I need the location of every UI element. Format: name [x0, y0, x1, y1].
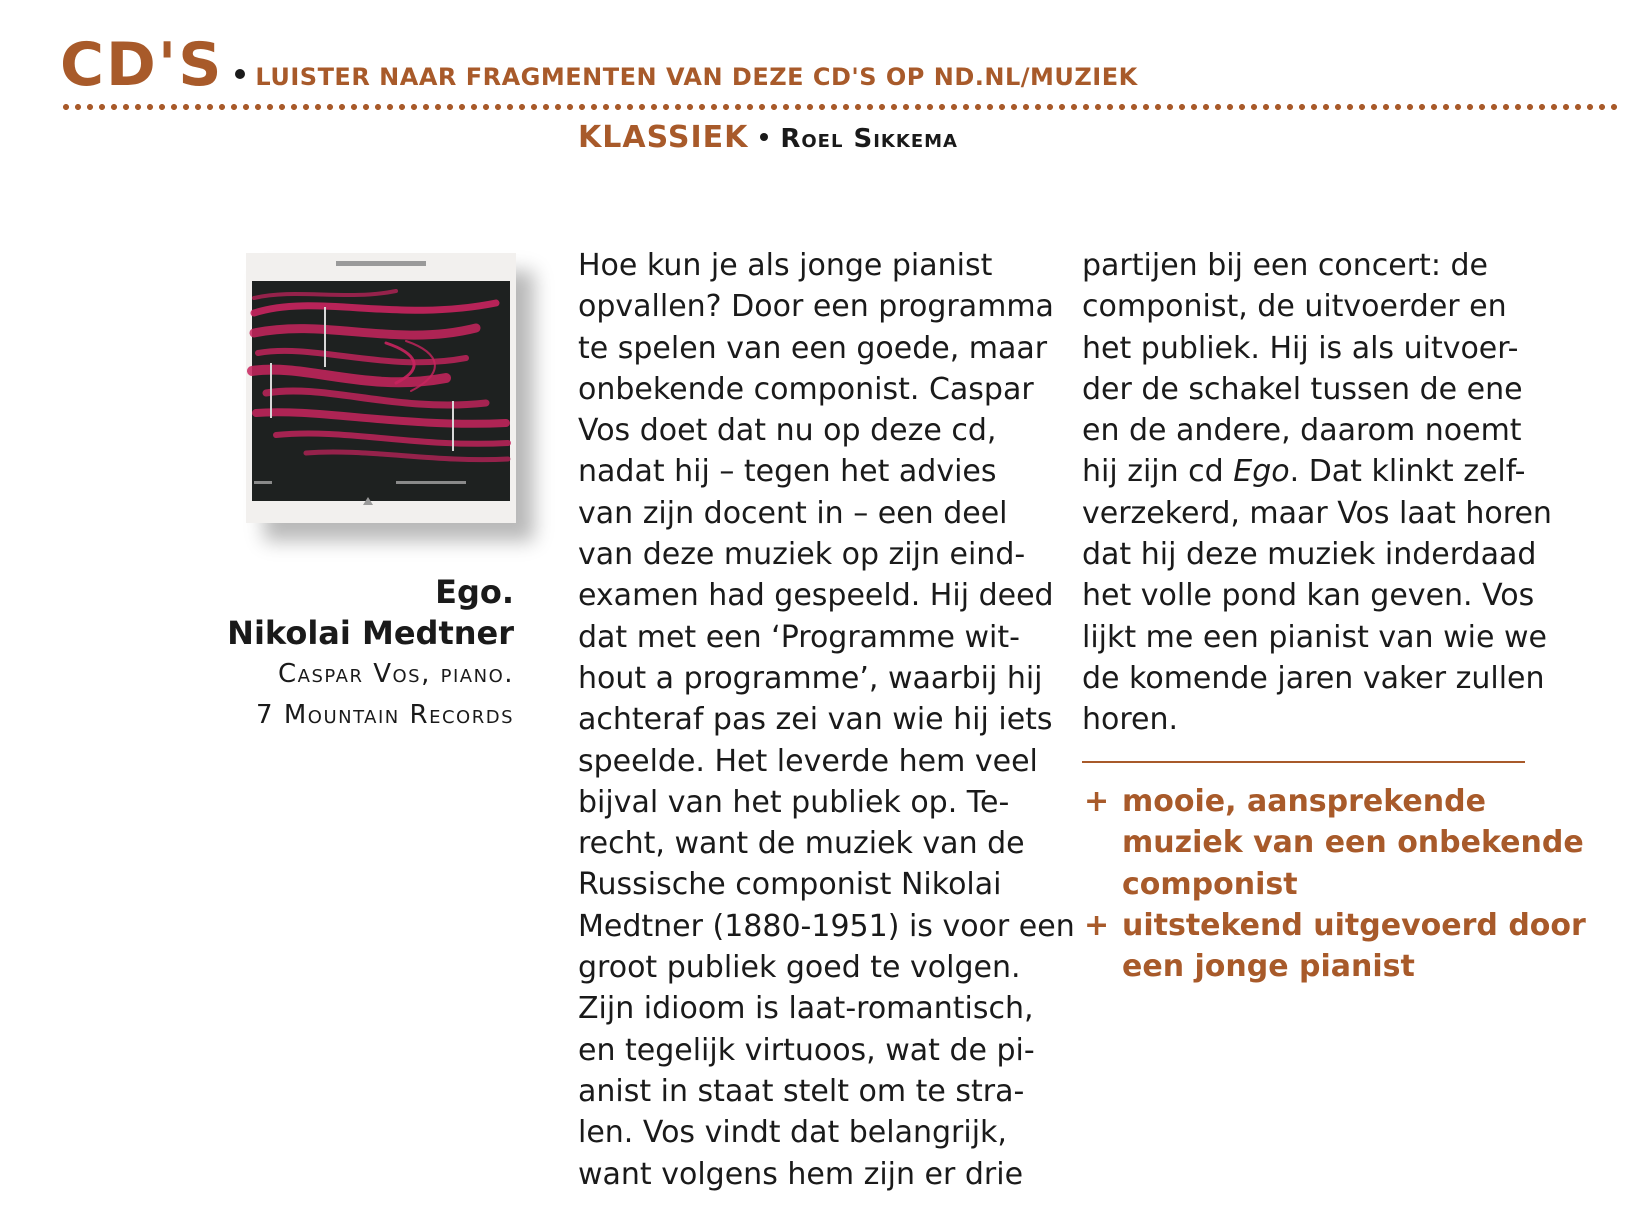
plus-icon: + [1084, 784, 1110, 819]
article-line: Vos doet dat nu op deze cd, [578, 413, 997, 449]
pro-line: muziek van een onbekende [1122, 825, 1584, 861]
article-line: bijval van het publiek op. Te- [578, 784, 1010, 820]
header-tagline: LUISTER NAAR FRAGMENTEN VAN DEZE CD'S OP ND.NL/MUZIEK [255, 63, 1138, 91]
article-line: dat hij deze muziek inderdaad [1082, 537, 1537, 573]
article-line: achteraf pas zei van wie hij iets [578, 702, 1053, 738]
article-line: te spelen van een goede, maar [578, 330, 1048, 366]
pro-line: uitstekend uitgevoerd door [1122, 907, 1586, 943]
article-line: en tegelijk virtuoos, wat de pi- [578, 1032, 1035, 1068]
article-line: horen. [1082, 702, 1179, 738]
article-line: len. Vos vindt dat belangrijk, [578, 1115, 1007, 1151]
article-line: anist in staat stelt om te stra- [578, 1073, 1025, 1109]
dotted-divider [60, 103, 1620, 111]
article-line: Hoe kun je als jonge pianist [578, 248, 993, 283]
pro-text [1122, 905, 1586, 988]
album-cover-art [246, 253, 516, 523]
article-line: verzekerd, maar Vos laat horen [1082, 495, 1552, 531]
article-line: der de schakel tussen de ene [1082, 371, 1523, 407]
article-line: dat met een ‘Programme wit- [578, 619, 1020, 655]
section-label: KLASSIEK [578, 120, 749, 155]
album-performer: Caspar Vos, piano. [278, 659, 514, 689]
article-line: Zijn idioom is laat-romantisch, [578, 991, 1034, 1027]
article-line: het publiek. Hij is als uitvoer- [1082, 330, 1519, 366]
article-line: opvallen? Door een programma [578, 289, 1054, 325]
article-line: Medtner (1880-1951) is voor een [578, 908, 1075, 944]
article-line: hij zijn cd Ego. Dat klinkt zelf- [1082, 454, 1526, 490]
article-column-1 [578, 245, 1075, 1195]
article-line: het volle pond kan geven. Vos [1082, 578, 1535, 614]
article-line: examen had gespeeld. Hij deed [578, 578, 1054, 614]
pro-line: componist [1122, 866, 1298, 902]
article-line: de komende jaren vaker zullen [1082, 660, 1545, 696]
page-header [60, 30, 1138, 100]
pro-item [1082, 905, 1586, 988]
cover-title-mark [336, 261, 426, 266]
article-line: Russische componist Nikolai [578, 867, 1002, 903]
plus-icon: + [1084, 907, 1110, 943]
article-line: want volgens hem zijn er drie [578, 1156, 1024, 1192]
album-cover-image [246, 253, 516, 523]
pro-line: een jonge pianist [1122, 949, 1415, 985]
article-line: partijen bij een concert: de [1082, 248, 1488, 283]
article-line: speelde. Het leverde hem veel [578, 743, 1038, 779]
article-line: nadat hij – tegen het advies [578, 454, 997, 490]
section-heading [578, 120, 958, 155]
album-title: Ego. [435, 573, 514, 611]
album-composer: Nikolai Medtner [227, 614, 514, 652]
pros-divider [1082, 761, 1525, 763]
article-column-2 [1082, 245, 1552, 741]
article-line: recht, want de muziek van de [578, 826, 1025, 862]
article-line: en de andere, daarom noemt [1082, 413, 1522, 449]
pro-item [1082, 781, 1584, 905]
album-caption [200, 572, 514, 736]
header-bullet [235, 69, 245, 79]
article-line: lijkt me een pianist van wie we [1082, 619, 1547, 655]
pro-line: mooie, aansprekende [1122, 784, 1486, 819]
section-author: Roel Sikkema [780, 124, 958, 154]
article-line: van zijn docent in – een deel [578, 495, 1008, 531]
album-label: 7 Mountain Records [256, 700, 514, 730]
album-title-mention: Ego [1233, 454, 1290, 490]
pro-text [1122, 781, 1584, 905]
header-title: CD'S [60, 30, 224, 100]
article-line: onbekende componist. Caspar [578, 371, 1034, 407]
pros-list [1082, 781, 1586, 987]
article-line: van deze muziek op zijn eind- [578, 537, 1026, 573]
section-bullet [760, 133, 768, 141]
article-line: componist, de uitvoerder en [1082, 289, 1507, 325]
article-line: groot publiek goed te volgen. [578, 950, 1021, 986]
article-line: hout a programme’, waarbij hij [578, 660, 1043, 696]
